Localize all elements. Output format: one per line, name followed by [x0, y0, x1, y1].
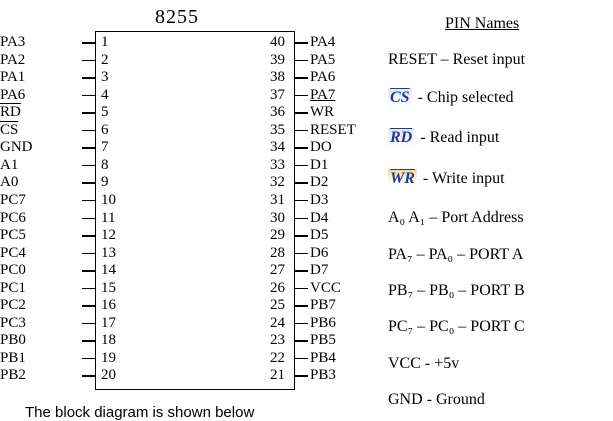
legend-rd-text: - Read input: [416, 129, 500, 146]
legend-port-c: PC₇ – PC₀ – PORT C: [388, 318, 525, 335]
pin-label: D7: [310, 262, 329, 279]
pin-label: PB3: [310, 367, 336, 384]
pin-number: 13: [101, 244, 116, 261]
pin-35: [270, 121, 385, 140]
pin-lead: [82, 218, 95, 220]
legend-reset: RESET – Reset input: [388, 51, 526, 68]
pin-label: PA6: [0, 86, 26, 103]
pin-37: [270, 86, 385, 105]
pin-number: 25: [270, 297, 285, 314]
pin-15: [0, 279, 116, 298]
pin-36: [270, 104, 385, 122]
pin-lead: [82, 253, 95, 255]
footer-caption: The block diagram is shown below: [25, 404, 255, 421]
pin-names-title: PIN Names: [445, 15, 520, 32]
pin-number: 20: [101, 367, 116, 384]
pin-lead: [295, 305, 308, 307]
pin-19: [0, 349, 116, 368]
pin-number: 8: [101, 156, 109, 173]
pin-number: 39: [270, 51, 285, 68]
pin-lead: [295, 323, 308, 325]
pin-number: 17: [101, 314, 116, 331]
pin-lead: [82, 182, 95, 184]
pin-number: 5: [101, 104, 109, 121]
pin-25: [270, 297, 385, 315]
pin-label: PC7: [0, 191, 26, 208]
pin-12: [0, 227, 116, 245]
pin-label: RESET: [310, 121, 356, 138]
pin-lead: [82, 77, 95, 79]
pin-number: 26: [270, 279, 285, 296]
pin-number: 4: [101, 86, 109, 103]
pin-lead: [82, 200, 95, 202]
pin-14: [0, 262, 116, 280]
pin-27: [270, 262, 385, 280]
pin-lead: [295, 165, 308, 167]
pin-34: [270, 139, 385, 157]
pin-32: [270, 174, 385, 192]
pin-label: PC0: [0, 262, 26, 279]
pin-lead: [82, 147, 95, 149]
pin-21: [270, 367, 385, 385]
legend-wr-text: - Write input: [418, 170, 505, 187]
pin-label: PA3: [0, 34, 26, 50]
pin-7: [0, 139, 109, 157]
pin-label: PC2: [0, 297, 26, 314]
pin-number: 24: [270, 314, 285, 331]
pin-lead: [295, 200, 308, 202]
pin-number: 35: [270, 121, 285, 138]
pin-5: [0, 104, 109, 122]
pin-24: [270, 314, 385, 333]
pin-lead: [82, 235, 95, 237]
pin-number: 6: [101, 121, 109, 138]
pin-lead: [295, 253, 308, 255]
pin-17: [0, 314, 116, 333]
pin-label: PC6: [0, 209, 26, 226]
pin-number: 37: [270, 86, 285, 103]
pin-number: 18: [101, 332, 116, 349]
pin-lead: [295, 130, 308, 132]
pin-40: [270, 34, 385, 52]
chip-title: 8255: [155, 6, 199, 28]
pin-30: [270, 209, 385, 228]
pin-11: [0, 209, 116, 228]
pin-8: [0, 156, 109, 175]
pin-10: [0, 191, 116, 210]
pin-label: PB6: [310, 314, 336, 331]
pin-label: PA5: [310, 51, 336, 68]
pin-number: 3: [101, 69, 109, 86]
pin-label: PB4: [310, 349, 336, 366]
pin-label: PB5: [310, 332, 336, 349]
pin-number: 1: [101, 34, 109, 50]
rd-symbol: $\overline{RD}$: [390, 129, 413, 146]
pin-lead: [82, 95, 95, 97]
pin-33: [270, 156, 385, 175]
pin-number: 34: [270, 139, 285, 156]
pin-lead: [82, 112, 95, 114]
pin-38: [270, 69, 385, 87]
pin-lead: [295, 60, 308, 62]
pin-1: [0, 34, 109, 52]
pin-label: PC4: [0, 244, 26, 261]
pin-number: 31: [270, 191, 285, 208]
pin-number: 14: [101, 262, 116, 279]
pin-lead: [295, 340, 308, 342]
legend-port-b: PB₇ – PB₀ – PORT B: [388, 282, 525, 299]
pin-number: 12: [101, 227, 116, 244]
pin-label: PC1: [0, 279, 26, 296]
pin-9: [0, 174, 109, 192]
pin-number: 16: [101, 297, 116, 314]
pin-label: PB0: [0, 332, 26, 349]
pin-number: 33: [270, 156, 285, 173]
pin-lead: [82, 305, 95, 307]
pin-label: PA4: [310, 34, 336, 50]
pin-label: PC3: [0, 314, 26, 331]
pin-label: PB2: [0, 367, 26, 384]
legend-vcc: VCC - +5v: [388, 355, 460, 372]
pin-31: [270, 191, 385, 210]
legend-gnd: GND - Ground: [388, 391, 485, 408]
pin-label: PB1: [0, 349, 26, 366]
pin-lead: [295, 95, 308, 97]
pin-number: 36: [270, 104, 285, 121]
pin-label: PC5: [0, 227, 26, 244]
pin-2: [0, 51, 109, 70]
pin-label: $\overline{CS}$: [0, 121, 19, 138]
legend-port-address: A₀ A₁ – Port Address: [388, 209, 524, 226]
legend-wr: [388, 169, 505, 189]
pin-lead: [82, 375, 95, 377]
pin-lead: [82, 165, 95, 167]
pin-number: 38: [270, 69, 285, 86]
pin-lead: [82, 270, 95, 272]
pin-lead: [295, 358, 308, 360]
pin-number: 7: [101, 139, 109, 156]
pin-label: PA7: [310, 86, 336, 103]
pin-18: [0, 332, 116, 350]
pin-lead: [82, 130, 95, 132]
pin-number: 11: [101, 209, 116, 226]
pin-number: 2: [101, 51, 109, 68]
legend-port-a: PA₇ – PA₀ – PORT A: [388, 246, 524, 263]
pin-lead: [295, 77, 308, 79]
pin-label: D3: [310, 191, 329, 208]
pin-number: 19: [101, 349, 116, 366]
pin-28: [270, 244, 385, 263]
pin-label: DO: [310, 139, 332, 156]
pin-label: D1: [310, 156, 329, 173]
pin-number: 32: [270, 174, 285, 191]
pin-label: D4: [310, 209, 329, 226]
pin-lead: [295, 235, 308, 237]
pin-lead: [295, 375, 308, 377]
legend-cs-text: - Chip selected: [413, 89, 514, 106]
pin-39: [270, 51, 385, 70]
pin-number: 10: [101, 191, 116, 208]
pin-number: 23: [270, 332, 285, 349]
pin-lead: [82, 42, 95, 44]
pin-label: D2: [310, 174, 329, 191]
pin-lead: [295, 182, 308, 184]
pin-29: [270, 227, 385, 245]
pin-22: [270, 349, 385, 368]
pin-label: A1: [0, 156, 19, 173]
pin-lead: [82, 323, 95, 325]
pin-lead: [82, 358, 95, 360]
pin-number: 9: [101, 174, 109, 191]
pin-lead: [82, 60, 95, 62]
pin-number: 29: [270, 227, 285, 244]
cs-symbol: $\overline{CS}$: [390, 89, 410, 106]
pin-lead: [295, 112, 308, 114]
pin-label: PB7: [310, 297, 336, 314]
pin-6: [0, 121, 109, 140]
pin-number: 28: [270, 244, 285, 261]
pin-20: [0, 367, 116, 385]
pin-number: 40: [270, 34, 285, 50]
pin-lead: [295, 42, 308, 44]
pin-number: 30: [270, 209, 285, 226]
pin-label: D6: [310, 244, 329, 261]
pin-3: [0, 69, 109, 87]
pin-number: 22: [270, 349, 285, 366]
wr-symbol: $\overline{WR}$: [390, 170, 415, 187]
pin-number: 21: [270, 367, 285, 384]
pin-label: $\overline{RD}$: [0, 104, 21, 121]
pin-label: PA1: [0, 69, 26, 86]
pin-label: WR: [310, 104, 335, 121]
pin-label: PA6: [310, 69, 336, 86]
pin-label: VCC: [310, 279, 341, 296]
pin-16: [0, 297, 116, 315]
pin-lead: [82, 288, 95, 290]
pin-lead: [82, 340, 95, 342]
pin-number: 15: [101, 279, 116, 296]
pin-label: GND: [0, 139, 33, 156]
pin-number: 27: [270, 262, 285, 279]
pin-lead: [295, 288, 308, 290]
pin-lead: [295, 147, 308, 149]
pin-13: [0, 244, 116, 263]
pin-26: [270, 279, 385, 298]
pin-4: [0, 86, 109, 105]
pin-lead: [295, 270, 308, 272]
legend-rd: [388, 128, 499, 148]
pin-label: A0: [0, 174, 19, 191]
pin-label: D5: [310, 227, 329, 244]
pin-label: PA2: [0, 51, 26, 68]
legend-cs: [388, 88, 514, 108]
pin-lead: [295, 218, 308, 220]
pin-23: [270, 332, 385, 350]
